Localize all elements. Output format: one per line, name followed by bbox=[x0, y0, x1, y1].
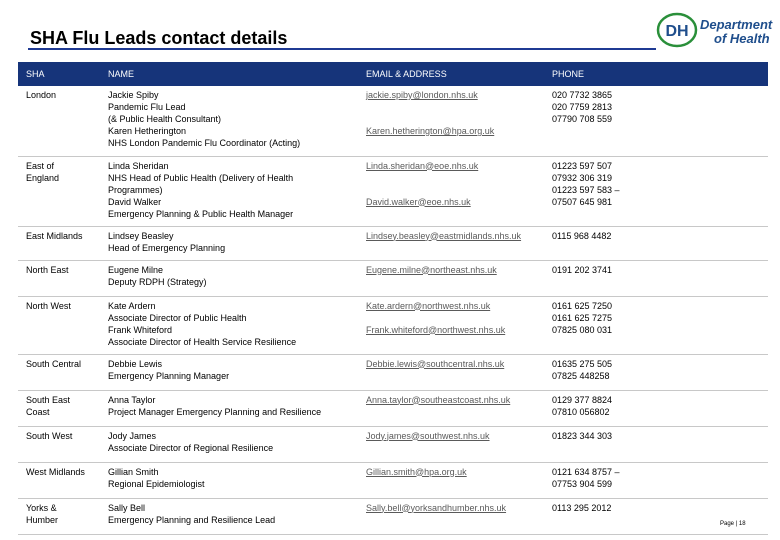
sha-cell: North East bbox=[18, 260, 100, 296]
dh-logo-icon bbox=[656, 12, 698, 48]
table-row bbox=[18, 498, 768, 534]
email-cell bbox=[358, 260, 544, 296]
email-link[interactable]: Debbie.lewis@southcentral.nhs.uk bbox=[366, 358, 505, 369]
name-cell: Anna Taylor Project Manager Emergency Planning and Resilience bbox=[100, 390, 358, 426]
email-cell bbox=[358, 390, 544, 426]
table-row bbox=[18, 156, 768, 226]
phone-cell: 0113 295 2012 bbox=[544, 498, 768, 534]
contacts-table bbox=[18, 62, 768, 535]
email-cell bbox=[358, 354, 544, 390]
table-row bbox=[18, 260, 768, 296]
table-row bbox=[18, 226, 768, 260]
sha-cell: East Midlands bbox=[18, 226, 100, 260]
page-title: SHA Flu Leads contact details bbox=[30, 28, 288, 48]
name-cell: Gillian Smith Regional Epidemiologist bbox=[100, 462, 358, 498]
email-link[interactable]: Sally.bell@yorksandhumber.nhs.uk bbox=[366, 502, 507, 513]
email-cell bbox=[358, 426, 544, 462]
email-cell bbox=[358, 86, 544, 156]
logo-line-1: Department bbox=[700, 17, 773, 32]
table-row bbox=[18, 462, 768, 498]
table-row bbox=[18, 390, 768, 426]
email-link[interactable]: David.walker@eoe.nhs.uk bbox=[366, 196, 471, 207]
email-link[interactable]: Eugene.milne@northeast.nhs.uk bbox=[366, 264, 497, 275]
table-header-row bbox=[18, 62, 768, 86]
name-cell: Lindsey Beasley Head of Emergency Planning bbox=[100, 226, 358, 260]
phone-cell: 01823 344 303 bbox=[544, 426, 768, 462]
email-cell bbox=[358, 462, 544, 498]
phone-cell: 01223 597 507 07932 306 319 01223 597 583 – 07507 645 981 bbox=[544, 156, 768, 226]
sha-cell: East of England bbox=[18, 156, 100, 226]
name-cell: Debbie Lewis Emergency Planning Manager bbox=[100, 354, 358, 390]
phone-cell: 020 7732 3865 020 7759 2813 07790 708 559 bbox=[544, 86, 768, 156]
phone-cell: 0121 634 8757 – 07753 904 599 bbox=[544, 462, 768, 498]
name-cell: Kate Ardern Associate Director of Public Health Frank Whiteford Associate Director of Health Service Resilience bbox=[100, 296, 358, 354]
phone-cell: 01635 275 505 07825 448258 bbox=[544, 354, 768, 390]
email-link[interactable]: Linda.sheridan@eoe.nhs.uk bbox=[366, 160, 479, 171]
table-row bbox=[18, 426, 768, 462]
name-cell: Jody James Associate Director of Regional Resilience bbox=[100, 426, 358, 462]
phone-cell: 0129 377 8824 07810 056802 bbox=[544, 390, 768, 426]
dh-logo-text bbox=[700, 18, 772, 46]
dh-logo bbox=[656, 12, 776, 52]
email-link[interactable]: Frank.whiteford@northwest.nhs.uk bbox=[366, 324, 506, 335]
name-cell: Sally Bell Emergency Planning and Resilience Lead bbox=[100, 498, 358, 534]
email-cell bbox=[358, 226, 544, 260]
title-underline bbox=[28, 48, 656, 50]
sha-cell: London bbox=[18, 86, 100, 156]
page-number: Page | 18 bbox=[720, 521, 746, 527]
email-cell bbox=[358, 156, 544, 226]
email-link[interactable]: Karen.hetherington@hpa.org.uk bbox=[366, 126, 495, 136]
name-cell: Eugene Milne Deputy RDPH (Strategy) bbox=[100, 260, 358, 296]
phone-cell: 0161 625 7250 0161 625 7275 07825 080 031 bbox=[544, 296, 768, 354]
name-cell: Jackie Spiby Pandemic Flu Lead (& Public Health Consultant) Karen Hetherington NHS London Pandemic Flu Coordinator (Acting) bbox=[100, 86, 358, 156]
email-link[interactable]: Anna.taylor@southeastcoast.nhs.uk bbox=[366, 394, 511, 405]
header-name: NAME bbox=[100, 62, 358, 86]
email-link[interactable]: Kate.ardern@northwest.nhs.uk bbox=[366, 300, 491, 311]
table-row bbox=[18, 296, 768, 354]
sha-cell: North West bbox=[18, 296, 100, 354]
sha-cell: Yorks & Humber bbox=[18, 498, 100, 534]
header-phone: PHONE bbox=[544, 62, 768, 86]
email-cell bbox=[358, 296, 544, 354]
email-link[interactable]: jackie.spiby@london.nhs.uk bbox=[366, 90, 478, 100]
table-row bbox=[18, 86, 768, 156]
phone-cell: 0115 968 4482 bbox=[544, 226, 768, 260]
logo-line-2: of Health bbox=[714, 31, 770, 46]
email-link[interactable]: Jody.james@southwest.nhs.uk bbox=[366, 430, 490, 441]
email-cell bbox=[358, 498, 544, 534]
sha-cell: South East Coast bbox=[18, 390, 100, 426]
svg-text:DH: DH bbox=[665, 23, 689, 40]
table-row bbox=[18, 354, 768, 390]
name-cell: Linda Sheridan NHS Head of Public Health (Delivery of Health Programmes) David Walker Emergency Planning & Public Health Manager bbox=[100, 156, 358, 226]
header-email: EMAIL & ADDRESS bbox=[358, 62, 544, 86]
phone-cell: 0191 202 3741 bbox=[544, 260, 768, 296]
sha-cell: South West bbox=[18, 426, 100, 462]
email-link[interactable]: Lindsey.beasley@eastmidlands.nhs.uk bbox=[366, 230, 522, 241]
email-link[interactable]: Gillian.smith@hpa.org.uk bbox=[366, 466, 467, 477]
sha-cell: West Midlands bbox=[18, 462, 100, 498]
header-sha: SHA bbox=[18, 62, 100, 86]
sha-cell: South Central bbox=[18, 354, 100, 390]
